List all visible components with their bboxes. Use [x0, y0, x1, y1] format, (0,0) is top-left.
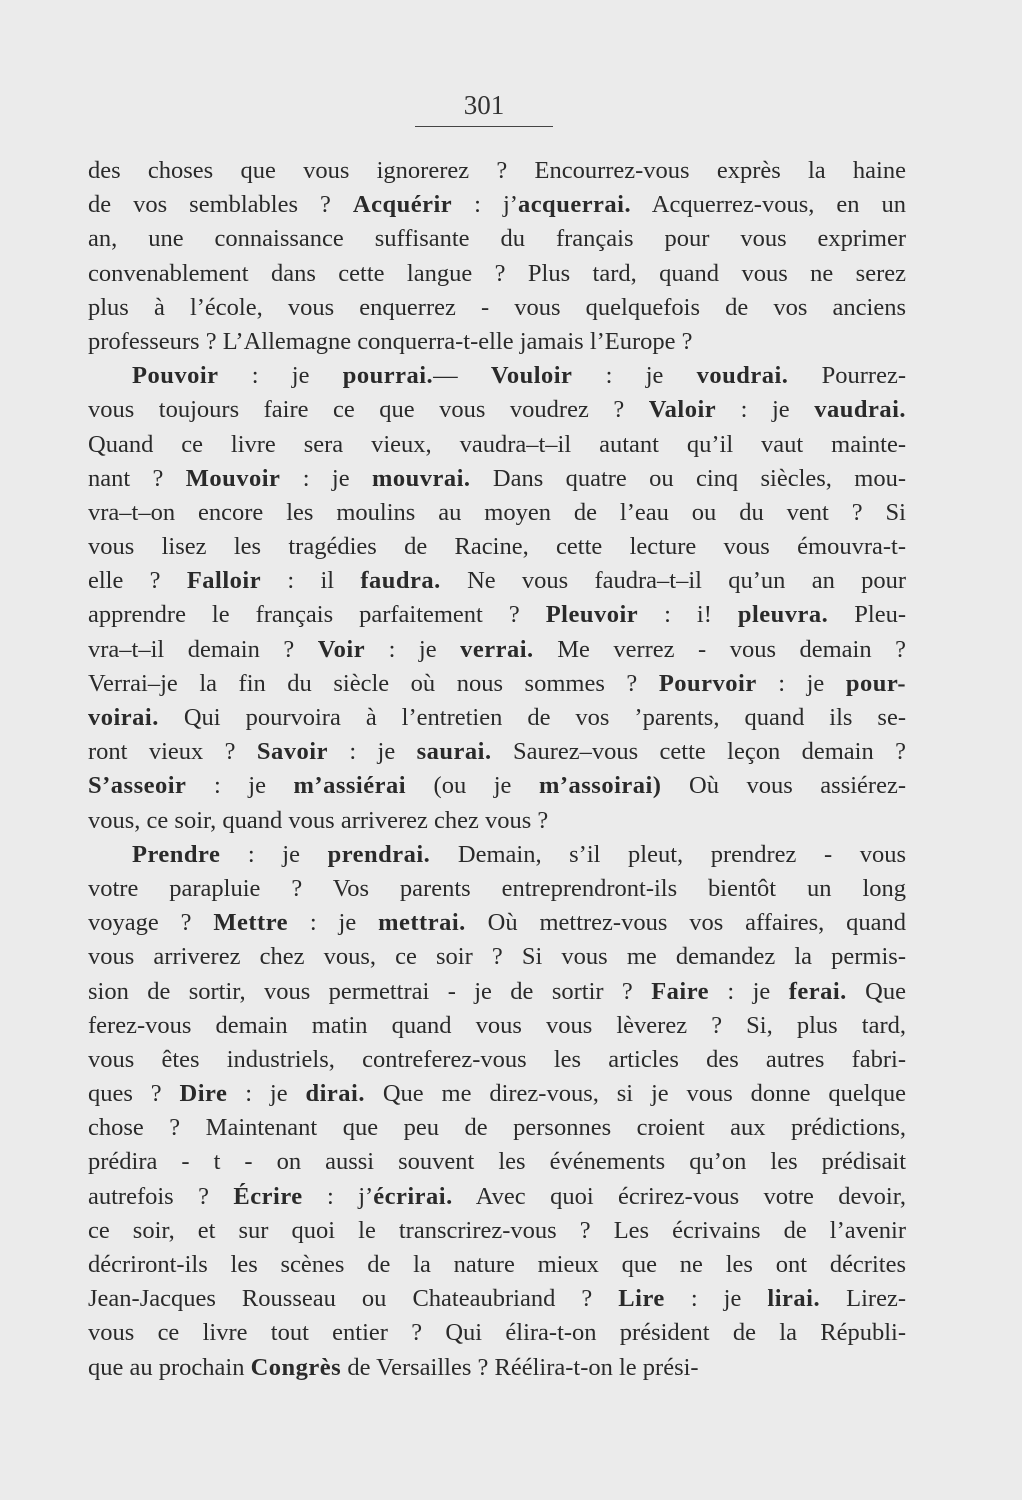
- bold-term: m’assiérai: [293, 772, 406, 800]
- text-line: [88, 325, 906, 359]
- text-run: —: [433, 362, 491, 390]
- bold-term: mettrai.: [378, 909, 466, 937]
- text-run: Que: [846, 977, 906, 1005]
- text-run: vous ce livre tout entier ? Qui élira-t-on président de la Républi-: [88, 1319, 906, 1347]
- bold-term: Lire: [618, 1285, 665, 1313]
- text-run: Qui pourvoira à l’entretien de vos ’parents, quand ils se-: [158, 704, 906, 731]
- text-line: [88, 735, 906, 769]
- text-run: votre parapluie ? Vos parents entreprendront-ils bientôt un long: [88, 874, 906, 902]
- text-run: Pleu-: [828, 601, 907, 629]
- text-run: professeurs ? L’Allemagne conquerra-t-elle jamais l’Europe ?: [88, 327, 693, 355]
- paragraph: [88, 359, 906, 838]
- text-run: que au prochain: [88, 1353, 251, 1381]
- text-run: : je: [664, 1285, 768, 1313]
- bold-term: S’asseoir: [88, 772, 187, 800]
- text-run: vous êtes industriels, contreferez-vous les articles des autres fabri-: [88, 1045, 906, 1073]
- text-run: Quand ce livre sera vieux, vaudra–t–il autant qu’il vaut mainte-: [88, 430, 906, 458]
- text-line: [88, 1316, 906, 1350]
- text-run: : je: [218, 362, 343, 390]
- bold-term: acquerrai.: [517, 191, 632, 219]
- text-run: elle ?: [88, 567, 187, 595]
- bold-term: Faire: [651, 977, 710, 1005]
- text-run: de vos semblables ?: [88, 191, 353, 219]
- page-number-rule: [415, 126, 553, 127]
- text-run: an, une connaissance suffisante du français pour vous exprimer: [88, 225, 906, 253]
- text-run: vous lisez les tragédies de Racine, cette lecture vous émouvra-t-: [88, 533, 906, 561]
- bold-term: Savoir: [256, 738, 328, 766]
- text-run: voyage ?: [88, 909, 214, 937]
- bold-term: Mettre: [213, 909, 288, 937]
- text-line: [88, 1282, 906, 1316]
- bold-term: vaudrai.: [814, 396, 906, 424]
- text-run: : il: [261, 567, 361, 595]
- text-run: vra–t–on encore les moulins au moyen de l’eau ou du vent ? Si: [88, 498, 906, 526]
- paragraph: [88, 154, 906, 359]
- text-run: Où mettrez-vous vos affaires, quand: [465, 909, 907, 937]
- text-run: (ou je: [406, 772, 539, 800]
- text-line: [88, 667, 906, 701]
- text-run: : je: [186, 772, 294, 800]
- text-line: [88, 1214, 906, 1248]
- text-line: [88, 1180, 906, 1214]
- text-run: ferez-vous demain matin quand vous vous lèverez ? Si, plus tard,: [88, 1011, 906, 1039]
- text-line: [88, 1248, 906, 1282]
- bold-term: Pleuvoir: [545, 601, 639, 629]
- paragraph: [88, 838, 906, 1385]
- text-run: : je: [227, 1080, 306, 1108]
- text-line: [88, 1043, 906, 1077]
- text-line: [88, 393, 906, 427]
- text-line: [88, 598, 906, 632]
- text-run: autrefois ?: [88, 1182, 234, 1210]
- bold-term: mouvrai.: [371, 464, 471, 492]
- text-run: Lirez-: [820, 1285, 906, 1313]
- text-line: [88, 188, 906, 222]
- text-run: vous toujours faire ce que vous voudrez ?: [88, 396, 649, 424]
- text-line: [88, 769, 906, 803]
- text-line: [88, 940, 906, 974]
- text-run: Saurez–vous cette leçon demain ?: [491, 738, 906, 766]
- text-line: [88, 1009, 906, 1043]
- text-run: Dans quatre ou cinq siècles, mou-: [470, 464, 906, 492]
- bold-term: pour-: [845, 669, 906, 697]
- text-run: décriront-ils les scènes de la nature mieux que ne les ont décrites: [88, 1251, 906, 1278]
- text-line: [88, 1111, 906, 1145]
- text-line: [88, 257, 906, 291]
- text-line: [88, 564, 906, 598]
- text-run: : je: [288, 909, 379, 937]
- text-line: [88, 838, 906, 872]
- text-run: vous, ce soir, quand vous arriverez chez vous ?: [88, 806, 549, 834]
- bold-term: verrai.: [460, 635, 534, 663]
- text-line: [88, 633, 906, 667]
- text-run: Pourrez-: [788, 362, 906, 390]
- text-run: : je: [716, 396, 815, 424]
- text-line: [88, 359, 906, 393]
- text-run: vous arriverez chez vous, ce soir ? Si vous me demandez la permis-: [88, 943, 906, 971]
- bold-term: Congrès: [250, 1353, 342, 1381]
- text-run: Me verrez - vous demain ?: [533, 635, 906, 663]
- bold-term: ferai.: [788, 977, 847, 1005]
- text-run: plus à l’école, vous enquerrez - vous quelquefois de vos anciens: [88, 293, 906, 321]
- text-run: ront vieux ?: [88, 738, 257, 766]
- text-line: [88, 906, 906, 940]
- text-run: : j’: [302, 1182, 374, 1210]
- bold-term: Falloir: [186, 567, 262, 595]
- text-line: [88, 804, 906, 838]
- text-run: vra–t–il demain ?: [88, 635, 318, 663]
- text-line: [88, 1351, 906, 1385]
- bold-term: prendrai.: [327, 840, 431, 868]
- text-run: Ne vous faudra–t–il qu’un an pour: [440, 567, 907, 595]
- text-run: Acquerrez-vous, en un: [631, 191, 906, 219]
- text-run: des choses que vous ignorerez ? Encourrez-vous exprès la haine: [88, 157, 906, 184]
- text-run: : je: [327, 738, 417, 766]
- bold-term: lirai.: [767, 1285, 821, 1313]
- text-run: : je: [220, 840, 328, 868]
- bold-term: pleuvra.: [737, 601, 829, 629]
- page-number: 301: [463, 90, 505, 120]
- bold-term: saurai.: [416, 738, 492, 766]
- text-run: nant ?: [88, 464, 186, 492]
- text-run: : je: [365, 635, 461, 663]
- text-run: : i!: [638, 601, 738, 629]
- bold-term: Mouvoir: [185, 464, 281, 492]
- text-line: [88, 428, 906, 462]
- bold-term: Voir: [317, 635, 366, 663]
- text-line: [88, 462, 906, 496]
- bold-term: dirai.: [305, 1080, 365, 1108]
- text-run: : je: [572, 362, 697, 390]
- text-line: [88, 530, 906, 564]
- bold-term: voirai.: [88, 704, 159, 731]
- text-run: : je: [280, 464, 372, 492]
- text-run: Demain, s’il pleut, prendrez - vous: [430, 840, 906, 868]
- bold-term: Écrire: [233, 1182, 303, 1210]
- text-run: : j’: [452, 191, 518, 219]
- text-line: [88, 291, 906, 325]
- text-line: [88, 1145, 906, 1179]
- bold-term: Acquérir: [352, 191, 453, 219]
- text-line: [88, 975, 906, 1009]
- text-line: [88, 222, 906, 256]
- bold-term: Valoir: [648, 396, 717, 424]
- bold-term: m’assoirai): [538, 772, 662, 800]
- text-line: [88, 496, 906, 530]
- bold-term: écrirai.: [373, 1182, 453, 1210]
- bold-term: Prendre: [132, 840, 221, 868]
- text-run: Verrai–je la fin du siècle où nous sommes ?: [88, 669, 659, 697]
- text-line: [88, 701, 906, 735]
- text-run: Où vous assiérez-: [661, 772, 906, 800]
- text-run: ques ?: [88, 1080, 180, 1108]
- bold-term: pourrai.: [342, 362, 434, 390]
- text-run: prédira - t - on aussi souvent les événements qu’on les prédisait: [88, 1148, 906, 1176]
- text-run: de Versailles ? Réélira-t-on le prési-: [341, 1353, 699, 1381]
- bold-term: voudrai.: [696, 362, 789, 390]
- text-run: chose ? Maintenant que peu de personnes croient aux prédictions,: [88, 1114, 906, 1142]
- text-run: : je: [709, 977, 789, 1005]
- text-run: Que me direz-vous, si je vous donne quelque: [364, 1080, 906, 1108]
- text-run: ce soir, et sur quoi le transcrirez-vous ? Les écrivains de l’avenir: [88, 1216, 906, 1244]
- text-line: [88, 154, 906, 188]
- text-run: sion de sortir, vous permettrai - je de sortir ?: [88, 977, 652, 1005]
- text-run: : je: [756, 669, 846, 697]
- text-run: apprendre le français parfaitement ?: [88, 601, 546, 629]
- bold-term: faudra.: [360, 567, 441, 595]
- text-run: Jean-Jacques Rousseau ou Chateaubriand ?: [88, 1285, 619, 1313]
- text-run: convenablement dans cette langue ? Plus tard, quand vous ne serez: [88, 259, 906, 287]
- text-run: Avec quoi écrirez-vous votre devoir,: [452, 1182, 907, 1210]
- body-text: [88, 154, 906, 1385]
- text-line: [88, 872, 906, 906]
- bold-term: Pouvoir: [132, 362, 219, 390]
- bold-term: Pourvoir: [658, 669, 757, 697]
- bold-term: Vouloir: [490, 362, 573, 390]
- text-line: [88, 1077, 906, 1111]
- bold-term: Dire: [179, 1080, 228, 1108]
